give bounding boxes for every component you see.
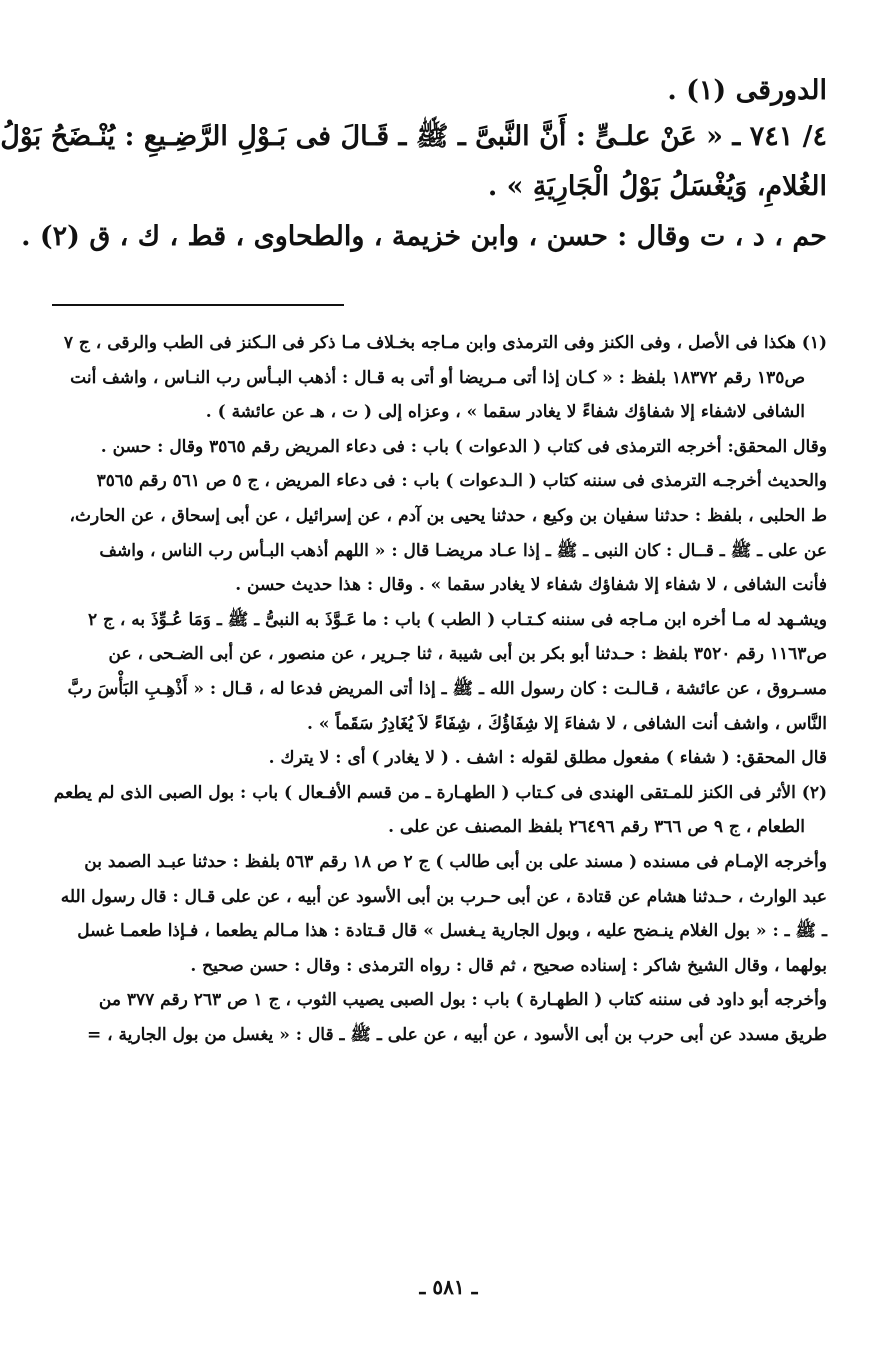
footnote-line: طريق مسدد عن أبى حرب بن أبى الأسود ، عن أبيه ، عن على ـ ﷺ ـ قال : « يغسل من بول الجارية ، =	[86, 1024, 827, 1045]
footnotes	[52, 326, 827, 1052]
footnote-line: ط الحلبى ، بلفظ : حدثنا سفيان بن وكيع ، حدثنا يحيى بن آدم ، عن إسرائيل ، عن أبى إسحاق ، عن الحارث،	[69, 505, 827, 526]
footnote-line: الطعام ، ج ٩ ص ٣٦٦ رقم ٢٦٤٩٦ بلفظ المصنف عن على .	[388, 817, 805, 838]
footnote-line: (٢) الأثر فى الكنز للمـتقى الهندى فى كـتاب ( الطهـارة ـ من قسم الأفـعال ) باب : بول الصبى الذى لم يطعم	[53, 782, 827, 803]
footnote-line: وقال المحقق: أخرجه الترمذى فى كتاب ( الدعوات ) باب : فى دعاء المريض رقم ٣٥٦٥ وقال : حسن .	[100, 436, 827, 457]
footnote-line: (١) هكذا فى الأصل ، وفى الكنز وفى الترمذى وابن مـاجه بخـلاف مـا ذكر فى الـكنز فى الطب والرقى ، ج ٧	[63, 333, 827, 353]
footnote-separator-wrap	[52, 304, 827, 306]
main-line: حم ، د ، ت وقال : حسن ، وابن خزيمة ، والطحاوى ، قط ، ك ، ق (٢) .	[21, 221, 827, 252]
footnote-line: مسـروق ، عن عائشة ، قـالـت : كان رسول الله ـ ﷺ ـ إذا أتى المريض فدعا له ، قـال : « أَذْهِـبِ البَأْسَ ربَّ	[67, 678, 827, 699]
main-line: ٤/ ٧٤١ ـ « عَنْ علـىٍّ : أَنَّ النَّبىَّ ـ ﷺ ـ قَـالَ فى بَـوْلِ الرَّضِـيعِ : يُنْـضَحُ بَوْلُ	[0, 121, 827, 152]
footnote-line: الشافى لاشفاء إلا شفاؤك شفاءً لا يغادر سقما » ، وعزاه إلى ( ت ، هـ عن عائشة ) .	[205, 402, 805, 423]
footnote-line: وأخرجه الإمـام فى مسنده ( مسند على بن أبى طالب ) ج ٢ ص ١٨ رقم ٥٦٣ بلفظ : حدثنا عبـد الصمد بن	[84, 851, 827, 872]
footnote-line: ـ ﷺ ـ : « بول الغلام ينـضح عليه ، وبول الجارية يـغسل » قال قـتادة : هذا مـالم يطعما ، فـإذا طعمـا غسل	[77, 921, 827, 942]
footnote-line: ويشـهد له مـا أخره ابن مـاجه فى سننه كـتـاب ( الطب ) باب : ما عَـوَّذَ به النبىُّ ـ ﷺ ـ وَمَا عُـوِّذَ به ، ج ٢	[87, 609, 827, 630]
footnote-line: النَّاس ، واشف أنت الشافى ، لا شفاءَ إلا شِفَاؤُكَ ، شِفَاءً لاَ يُغَادِرُ سَقَماً » .	[307, 713, 827, 734]
footnote-line: عبد الوارث ، حـدثنا هشام عن قتادة ، عن أبى حـرب بن أبى الأسود عن أبيه ، عن على قـال : قال رسول الله	[60, 886, 827, 907]
footnote-line: قال المحقق: ( شفاء ) مفعول مطلق لقوله : اشف . ( لا يغادر ) أى : لا يترك .	[268, 748, 827, 769]
footnote-line: فأنت الشافى ، لا شفاء إلا شفاؤك شفاء لا يغادر سقما » . وقال : هذا حديث حسن .	[235, 575, 827, 596]
footnote-line: ص١٣٥ رقم ١٨٣٧٢ بلفظ : « كـان إذا أتى مـريضا أو أتى به قـال : أذهب البـأس رب النـاس ، واشف أنت	[70, 367, 805, 388]
page-body	[0, 70, 827, 1052]
footnote-line: والحديث أخرجـه الترمذى فى سننه كتاب ( الـدعوات ) باب : فى دعاء المريض ، ج ٥ ص ٥٦١ رقم ٣٥٦٥	[96, 471, 827, 492]
footnote-line: عن على ـ ﷺ ـ قــال : كان النبى ـ ﷺ ـ إذا عـاد مريضـا قال : « اللهم أذهب البـأس رب الناس ، واشف	[99, 540, 827, 561]
footnote-line: وأخرجه أبو داود فى سننه كتاب ( الطهـارة ) باب : بول الصبى يصيب الثوب ، ج ١ ص ٢٦٣ رقم ٣٧٧ من	[98, 990, 827, 1011]
footnote-separator	[52, 304, 344, 306]
main-line: الدورقى (١) .	[667, 75, 827, 106]
footnote-line: ص١١٦٣ رقم ٣٥٢٠ بلفظ : حـدثنا أبو بكر بن أبى شيبة ، ثنا جـرير ، عن منصور ، عن أبى الضـحى ، عن	[108, 644, 827, 665]
footnote-line: بولهما ، وقال الشيخ شاكر : إسناده صحيح ، ثم قال : رواه الترمذى : وقال : حسن صحيح .	[190, 955, 827, 976]
hadith-text	[0, 70, 827, 262]
page-number: ـ ٥٨١ ـ	[419, 1275, 478, 1299]
main-line: الغُلامِ، وَيُغْسَلُ بَوْلُ الْجَارِيَةِ » .	[487, 171, 827, 202]
